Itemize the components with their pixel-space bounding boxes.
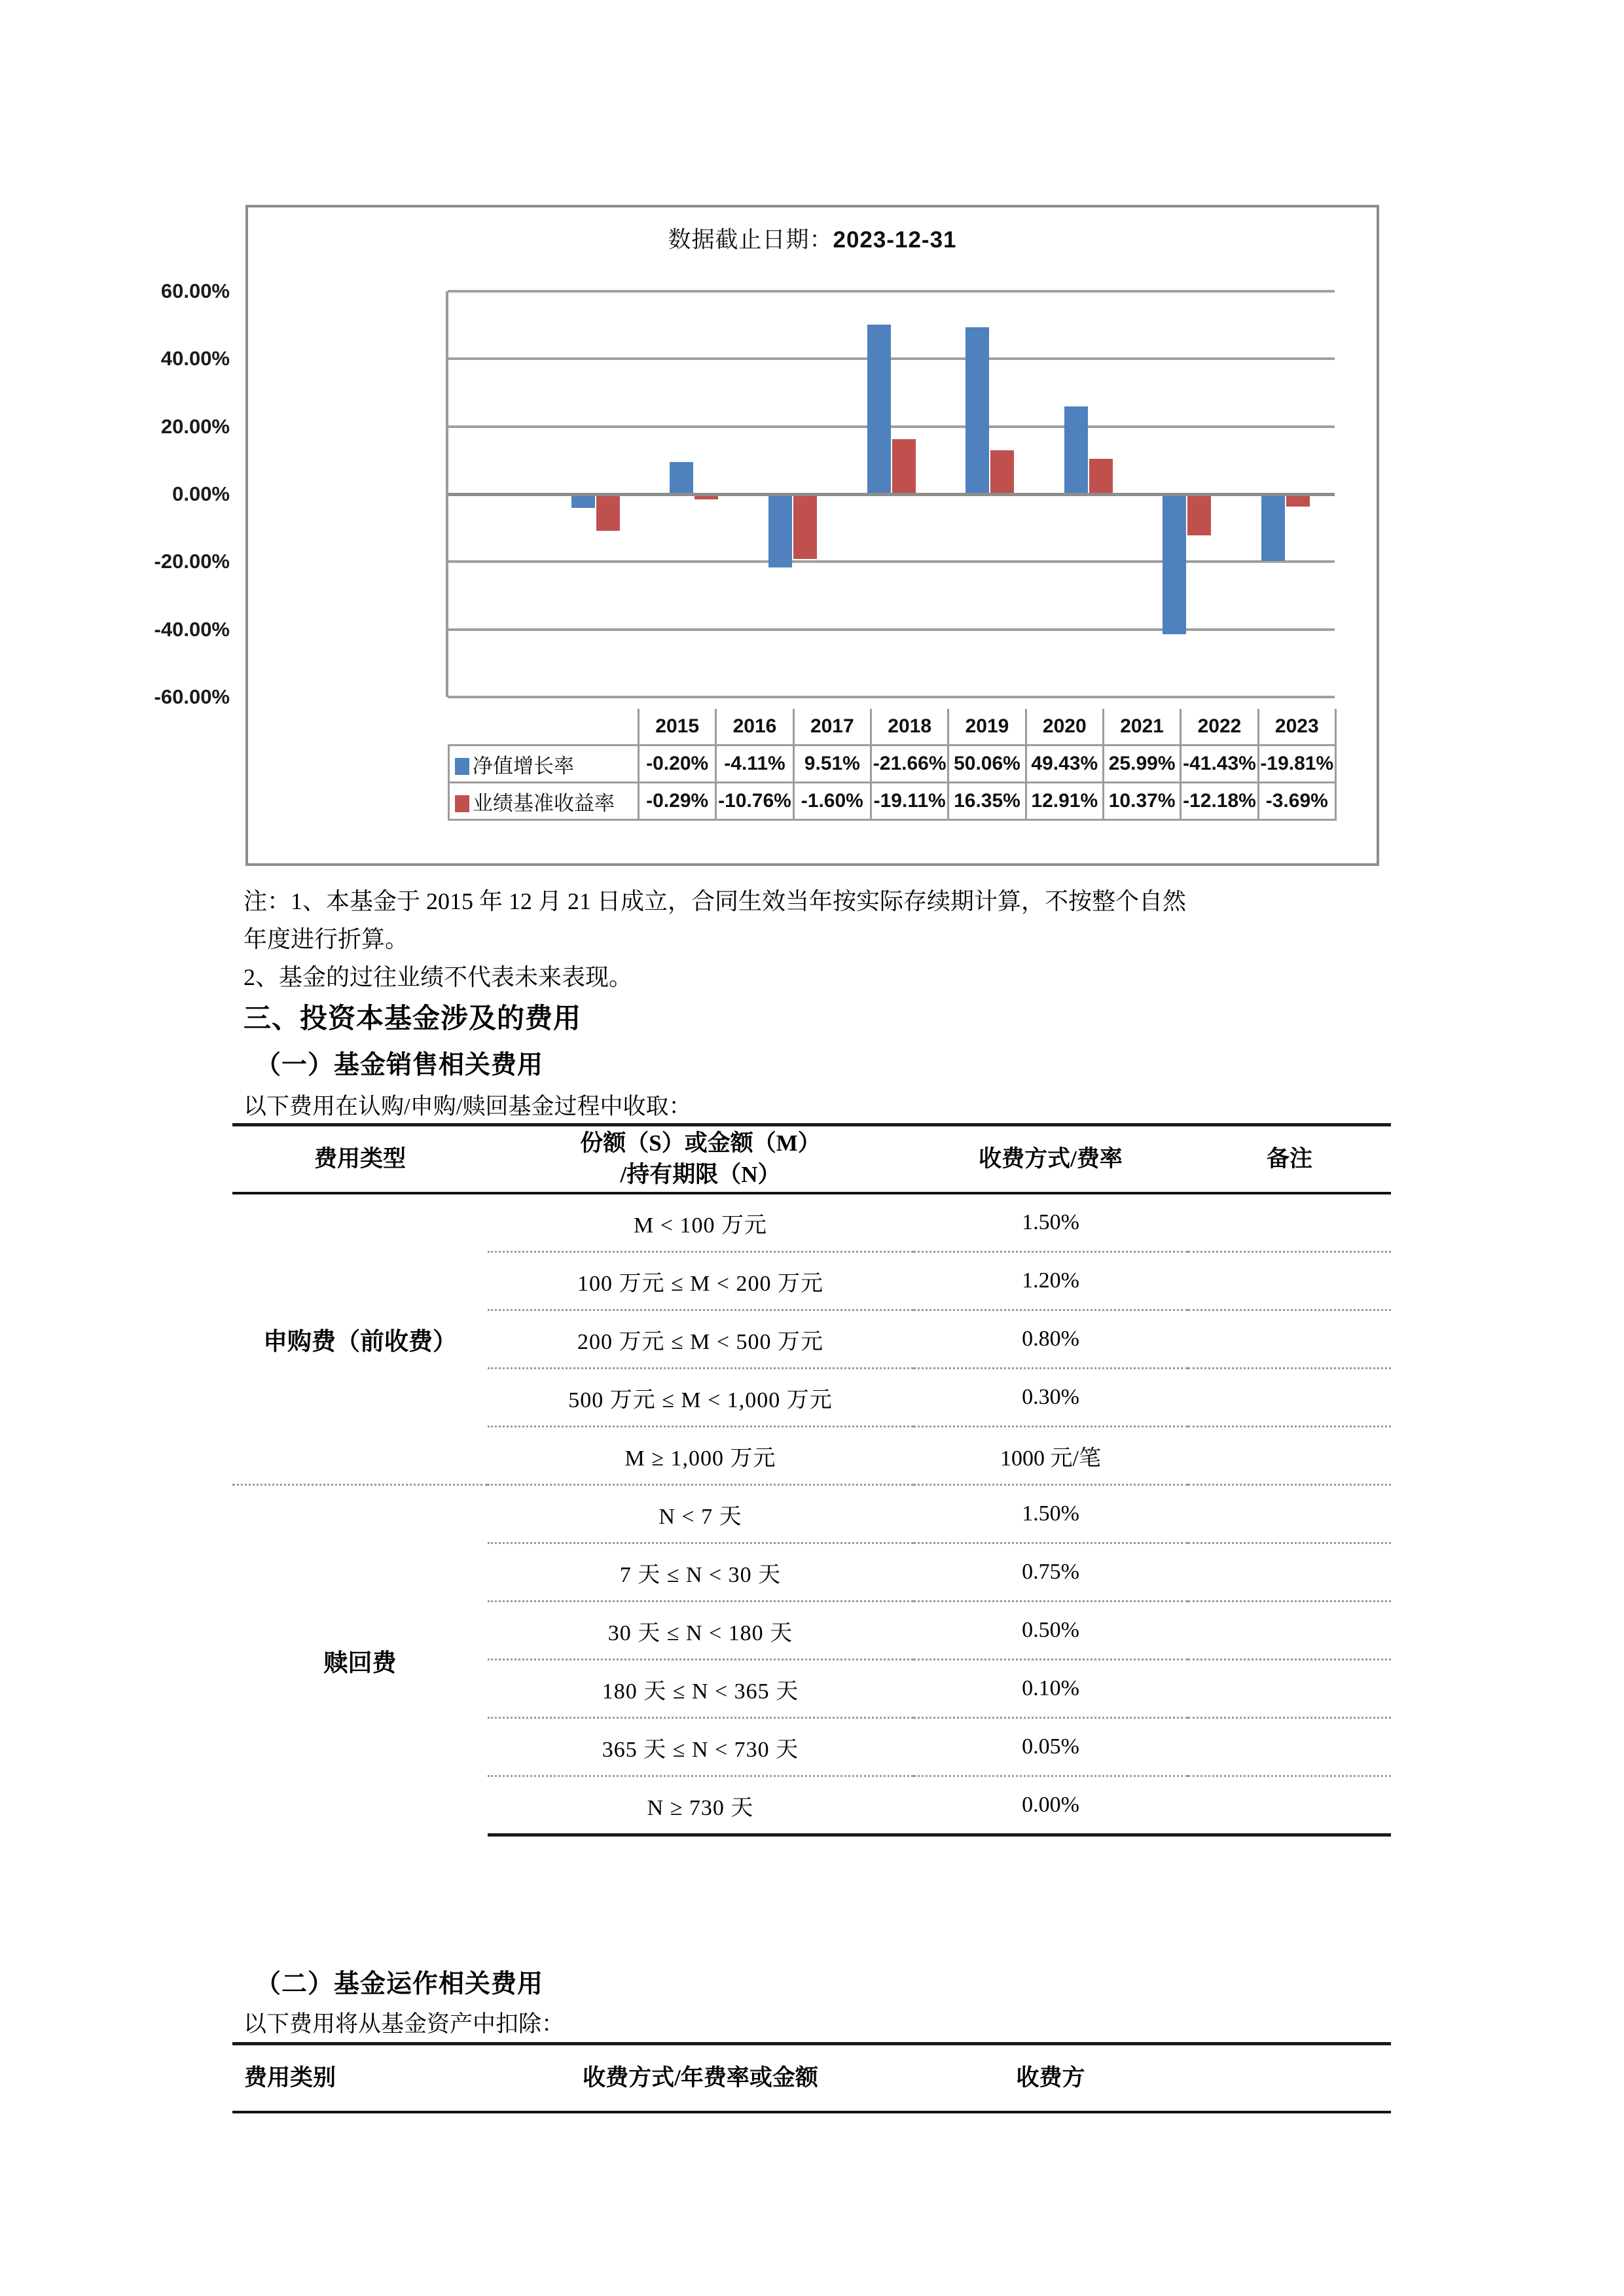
fee-condition-cell: 500 万元 ≤ M < 1,000 万元 [488, 1369, 913, 1427]
fee-condition-cell: M ≥ 1,000 万元 [488, 1427, 913, 1485]
value-cell: -0.29% [639, 783, 716, 820]
y-axis-tick-label: -20.00% [154, 550, 230, 573]
fee-category-cell: 赎回费 [232, 1485, 488, 1835]
year-header-cell: 2018 [871, 709, 948, 745]
subsection-heading-1: （一）基金销售相关费用 [255, 1051, 544, 1079]
value-cell: -4.11% [716, 745, 793, 783]
fee-rate-cell: 1.20% [913, 1252, 1188, 1310]
fee-remark-cell [1188, 1485, 1391, 1543]
chart-bar [990, 450, 1014, 494]
fee-condition-cell: N ≥ 730 天 [488, 1776, 913, 1835]
note-line-2: 年度进行折算。 [244, 926, 409, 952]
column-header-amount: 份额（S）或金额（M） /持有期限（N） [488, 1125, 913, 1194]
fee-rate-cell: 1000 元/笔 [913, 1427, 1188, 1485]
chart-bar [867, 325, 891, 494]
chart-bar [768, 494, 792, 567]
table-row [449, 783, 1336, 820]
subsection-heading-2: （二）基金运作相关费用 [255, 1970, 544, 1998]
chart-title-label: 数据截止日期： [668, 227, 833, 253]
legend-swatch-icon [455, 795, 469, 812]
chart-bar [571, 494, 595, 508]
fee-rate-cell: 0.80% [913, 1310, 1188, 1369]
fee-remark-cell [1188, 1602, 1391, 1660]
fee-remark-cell [1188, 1543, 1391, 1602]
column-header-fee-category: 费用类别 [232, 2044, 488, 2113]
value-cell: -41.43% [1181, 745, 1258, 783]
chart-bar [1089, 459, 1113, 494]
table-row [232, 1485, 1391, 1543]
y-axis-tick-label: 20.00% [160, 414, 230, 438]
value-cell: 49.43% [1026, 745, 1103, 783]
fee-condition-cell: M < 100 万元 [634, 1213, 767, 1238]
table-row [449, 709, 1336, 745]
column-header-charge-method: 收费方式/年费率或金额 [488, 2044, 913, 2113]
fee-rate-cell: 0.10% [913, 1660, 1188, 1718]
performance-chart [154, 205, 1379, 866]
chart-bar [1187, 494, 1211, 535]
year-header-cell: 2017 [793, 709, 871, 745]
fee-remark-cell [1188, 1427, 1391, 1485]
subsection-1-intro: 以下费用在认购/申购/赎回基金过程中收取： [244, 1094, 692, 1119]
sales-fee-table [232, 1123, 1391, 1837]
fee-condition-cell: 180 天 ≤ N < 365 天 [488, 1660, 913, 1718]
fee-condition-cell: 365 天 ≤ N < 730 天 [488, 1718, 913, 1776]
value-cell: -10.76% [716, 783, 793, 820]
note-paragraph-1 [244, 882, 1382, 996]
fee-remark-cell [1188, 1310, 1391, 1369]
fee-rate-cell: 0.30% [913, 1369, 1188, 1427]
grid-line [448, 560, 1335, 563]
chart-bar [793, 494, 817, 559]
fee-rate-cell: 1.50% [913, 1485, 1188, 1543]
fee-rate-cell: 1.50% [1022, 1210, 1079, 1234]
fee-remark-cell [1188, 1252, 1391, 1310]
fee-remark-cell [1188, 1369, 1391, 1427]
chart-bar [1163, 494, 1186, 634]
y-axis-tick-label: -40.00% [154, 617, 230, 641]
column-header-blank [1188, 2044, 1391, 2113]
table-header-row [232, 1125, 1391, 1194]
fee-rate-cell: 0.00% [913, 1776, 1188, 1835]
series-name: 净值增长率 [473, 754, 574, 778]
chart-data-table [448, 709, 1337, 821]
grid-line [448, 696, 1335, 698]
table-corner-cell [449, 709, 639, 745]
value-cell: -19.11% [871, 783, 948, 820]
fee-remark-cell [1188, 1193, 1391, 1252]
year-header-cell: 2020 [1026, 709, 1103, 745]
fee-remark-cell [1188, 1776, 1391, 1835]
fee-condition-cell: 100 万元 ≤ M < 200 万元 [488, 1252, 913, 1310]
value-cell: -21.66% [871, 745, 948, 783]
operation-fee-table [232, 2042, 1391, 2113]
value-cell: 16.35% [948, 783, 1026, 820]
column-header-charge-party: 收费方 [913, 2044, 1188, 2113]
year-header-cell: 2016 [716, 709, 793, 745]
fee-condition-cell: 7 天 ≤ N < 30 天 [488, 1543, 913, 1602]
table-row [232, 1193, 1391, 1252]
y-axis-line [446, 291, 448, 697]
series-name: 业绩基准收益率 [473, 791, 615, 815]
note-line-3: 2、基金的过往业绩不代表未来表现。 [244, 964, 633, 990]
year-header-cell: 2023 [1258, 709, 1335, 745]
y-axis-tick-label: -60.00% [154, 685, 230, 708]
year-header-cell: 2019 [948, 709, 1026, 745]
grid-line [448, 357, 1335, 360]
column-header-rate: 收费方式/费率 [913, 1125, 1188, 1194]
grid-line [448, 290, 1335, 293]
fee-condition-cell: N < 7 天 [488, 1485, 913, 1543]
series-label-cell [449, 745, 639, 783]
year-header-cell: 2021 [1103, 709, 1180, 745]
value-cell: 25.99% [1103, 745, 1180, 783]
series-label-cell [449, 783, 639, 820]
fee-rate-cell: 0.05% [913, 1718, 1188, 1776]
table-row [449, 745, 1336, 783]
y-axis-tick-label: 40.00% [160, 347, 230, 370]
chart-bar [596, 494, 620, 531]
chart-title [248, 222, 1377, 255]
chart-bar [1261, 494, 1285, 561]
note-line-1: 注：1、本基金于 2015 年 12 月 21 日成立，合同生效当年按实际存续期计算，不按整个自然 [244, 888, 1187, 914]
value-cell: -12.18% [1181, 783, 1258, 820]
value-cell: 12.91% [1026, 783, 1103, 820]
value-cell: -3.69% [1258, 783, 1335, 820]
value-cell: 10.37% [1103, 783, 1180, 820]
column-header-remark: 备注 [1188, 1125, 1391, 1194]
fee-remark-cell [1188, 1718, 1391, 1776]
subsection-2-intro: 以下费用将从基金资产中扣除： [244, 2011, 565, 2037]
section-heading-3: 三、投资本基金涉及的费用 [244, 1004, 582, 1034]
value-cell: -19.81% [1258, 745, 1335, 783]
fee-remark-cell [1188, 1660, 1391, 1718]
year-header-cell: 2015 [639, 709, 716, 745]
fee-category-cell: 申购费（前收费） [263, 1329, 457, 1355]
year-header-cell: 2022 [1181, 709, 1258, 745]
fee-condition-cell: 200 万元 ≤ M < 500 万元 [488, 1310, 913, 1369]
grid-line [448, 425, 1335, 428]
chart-plot-area [154, 279, 1335, 708]
grid-line [448, 628, 1335, 631]
table-header-row [232, 2044, 1391, 2113]
chart-bar [965, 327, 989, 494]
fee-rate-cell: 0.75% [913, 1543, 1188, 1602]
chart-bar [892, 439, 916, 494]
value-cell: -1.60% [793, 783, 871, 820]
fee-condition-cell: 30 天 ≤ N < 180 天 [488, 1602, 913, 1660]
value-cell: -0.20% [639, 745, 716, 783]
fee-rate-cell: 0.50% [913, 1602, 1188, 1660]
chart-bar [670, 462, 693, 494]
value-cell: 9.51% [793, 745, 871, 783]
value-cell: 50.06% [948, 745, 1026, 783]
zero-axis-line [448, 493, 1335, 496]
y-axis-tick-label: 60.00% [160, 279, 230, 302]
y-axis-tick-label: 0.00% [172, 482, 230, 505]
chart-bar [1064, 406, 1088, 494]
column-header-fee-type: 费用类型 [232, 1125, 488, 1194]
chart-title-date: 2023-12-31 [833, 227, 957, 253]
legend-swatch-icon [455, 758, 469, 775]
